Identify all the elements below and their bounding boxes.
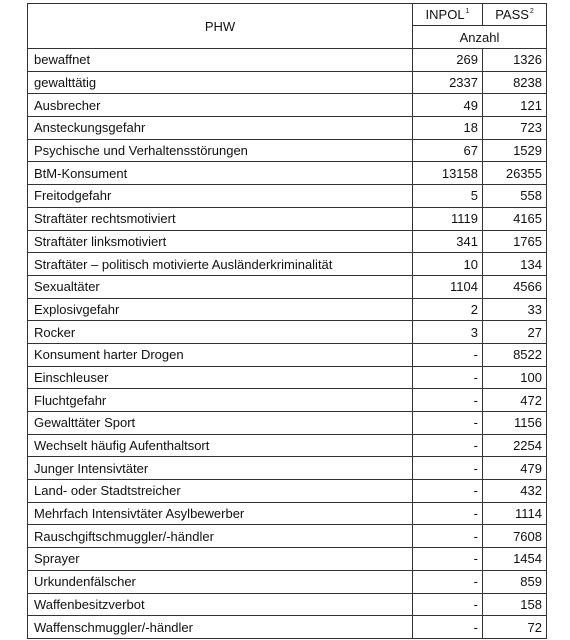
table-row: [28, 71, 547, 94]
phw-table: [27, 3, 547, 639]
row-pass-value: 479: [483, 457, 547, 480]
row-label: Straftäter – politisch motivierte Ausländerkriminalität: [28, 253, 413, 276]
table-row: [28, 321, 547, 344]
row-pass-value: 72: [483, 616, 547, 639]
row-pass-value: 1326: [483, 49, 547, 72]
row-inpol-value: -: [413, 548, 483, 571]
row-inpol-value: 5: [413, 185, 483, 208]
table-row: [28, 230, 547, 253]
row-inpol-value: 2: [413, 298, 483, 321]
row-label: Psychische und Verhaltensstörungen: [28, 139, 413, 162]
table-row: [28, 525, 547, 548]
header-pass-label: PASS: [495, 7, 529, 22]
header-phw: PHW: [28, 4, 413, 49]
table-body: [28, 49, 547, 639]
row-pass-value: 432: [483, 480, 547, 503]
table-row: [28, 389, 547, 412]
row-pass-value: 158: [483, 593, 547, 616]
row-inpol-value: -: [413, 366, 483, 389]
table-row: [28, 49, 547, 72]
row-inpol-value: -: [413, 570, 483, 593]
table-row: [28, 253, 547, 276]
row-inpol-value: -: [413, 389, 483, 412]
row-pass-value: 134: [483, 253, 547, 276]
row-label: Mehrfach Intensivtäter Asylbewerber: [28, 502, 413, 525]
table-row: [28, 139, 547, 162]
row-inpol-value: 2337: [413, 71, 483, 94]
row-pass-value: 8522: [483, 343, 547, 366]
table-row: [28, 185, 547, 208]
row-label: Explosivgefahr: [28, 298, 413, 321]
row-pass-value: 1454: [483, 548, 547, 571]
row-label: Land- oder Stadtstreicher: [28, 480, 413, 503]
row-label: Urkundenfälscher: [28, 570, 413, 593]
row-label: Sprayer: [28, 548, 413, 571]
row-inpol-value: 10: [413, 253, 483, 276]
row-pass-value: 7608: [483, 525, 547, 548]
table-row: [28, 298, 547, 321]
row-label: Konsument harter Drogen: [28, 343, 413, 366]
table-row: [28, 593, 547, 616]
row-pass-value: 2254: [483, 434, 547, 457]
row-pass-value: 121: [483, 94, 547, 117]
row-label: gewalttätig: [28, 71, 413, 94]
header-pass: [483, 4, 547, 26]
row-label: Ansteckungsgefahr: [28, 117, 413, 140]
row-label: Straftäter linksmotiviert: [28, 230, 413, 253]
row-pass-value: 4165: [483, 207, 547, 230]
row-pass-value: 723: [483, 117, 547, 140]
row-label: Waffenbesitzverbot: [28, 593, 413, 616]
row-inpol-value: -: [413, 343, 483, 366]
table-row: [28, 548, 547, 571]
header-inpol: [413, 4, 483, 26]
row-pass-value: 859: [483, 570, 547, 593]
footnote-1: 1: [465, 8, 470, 15]
row-label: BtM-Konsument: [28, 162, 413, 185]
row-inpol-value: -: [413, 434, 483, 457]
row-inpol-value: 13158: [413, 162, 483, 185]
row-label: Gewalttäter Sport: [28, 412, 413, 435]
table-row: [28, 343, 547, 366]
row-pass-value: 1114: [483, 502, 547, 525]
table-row: [28, 117, 547, 140]
row-inpol-value: 1104: [413, 275, 483, 298]
row-inpol-value: 1119: [413, 207, 483, 230]
row-inpol-value: 18: [413, 117, 483, 140]
row-pass-value: 558: [483, 185, 547, 208]
table-row: [28, 275, 547, 298]
header-anzahl: Anzahl: [413, 26, 547, 49]
table-row: [28, 162, 547, 185]
row-label: Rocker: [28, 321, 413, 344]
row-pass-value: 1156: [483, 412, 547, 435]
row-label: Fluchtgefahr: [28, 389, 413, 412]
table-row: [28, 502, 547, 525]
row-inpol-value: 67: [413, 139, 483, 162]
row-inpol-value: -: [413, 616, 483, 639]
row-pass-value: 4566: [483, 275, 547, 298]
row-label: Waffenschmuggler/-händler: [28, 616, 413, 639]
row-pass-value: 100: [483, 366, 547, 389]
row-pass-value: 472: [483, 389, 547, 412]
row-inpol-value: 49: [413, 94, 483, 117]
row-label: Ausbrecher: [28, 94, 413, 117]
row-pass-value: 1529: [483, 139, 547, 162]
row-label: Wechselt häufig Aufenthaltsort: [28, 434, 413, 457]
table-row: [28, 434, 547, 457]
row-pass-value: 27: [483, 321, 547, 344]
row-label: Rauschgiftschmuggler/-händler: [28, 525, 413, 548]
row-label: Junger Intensivtäter: [28, 457, 413, 480]
table-row: [28, 207, 547, 230]
row-inpol-value: -: [413, 412, 483, 435]
row-inpol-value: 3: [413, 321, 483, 344]
row-pass-value: 1765: [483, 230, 547, 253]
table-row: [28, 412, 547, 435]
table-row: [28, 94, 547, 117]
row-label: Sexualtäter: [28, 275, 413, 298]
row-inpol-value: -: [413, 593, 483, 616]
row-inpol-value: -: [413, 457, 483, 480]
table-row: [28, 616, 547, 639]
table-row: [28, 457, 547, 480]
row-label: Straftäter rechtsmotiviert: [28, 207, 413, 230]
row-label: bewaffnet: [28, 49, 413, 72]
table-row: [28, 570, 547, 593]
footnote-2: 2: [529, 8, 534, 15]
row-inpol-value: 341: [413, 230, 483, 253]
row-pass-value: 33: [483, 298, 547, 321]
row-pass-value: 8238: [483, 71, 547, 94]
row-inpol-value: 269: [413, 49, 483, 72]
row-inpol-value: -: [413, 480, 483, 503]
row-inpol-value: -: [413, 525, 483, 548]
row-inpol-value: -: [413, 502, 483, 525]
row-pass-value: 26355: [483, 162, 547, 185]
row-label: Einschleuser: [28, 366, 413, 389]
header-inpol-label: INPOL: [425, 7, 465, 22]
table-row: [28, 480, 547, 503]
table-row: [28, 366, 547, 389]
row-label: Freitodgefahr: [28, 185, 413, 208]
